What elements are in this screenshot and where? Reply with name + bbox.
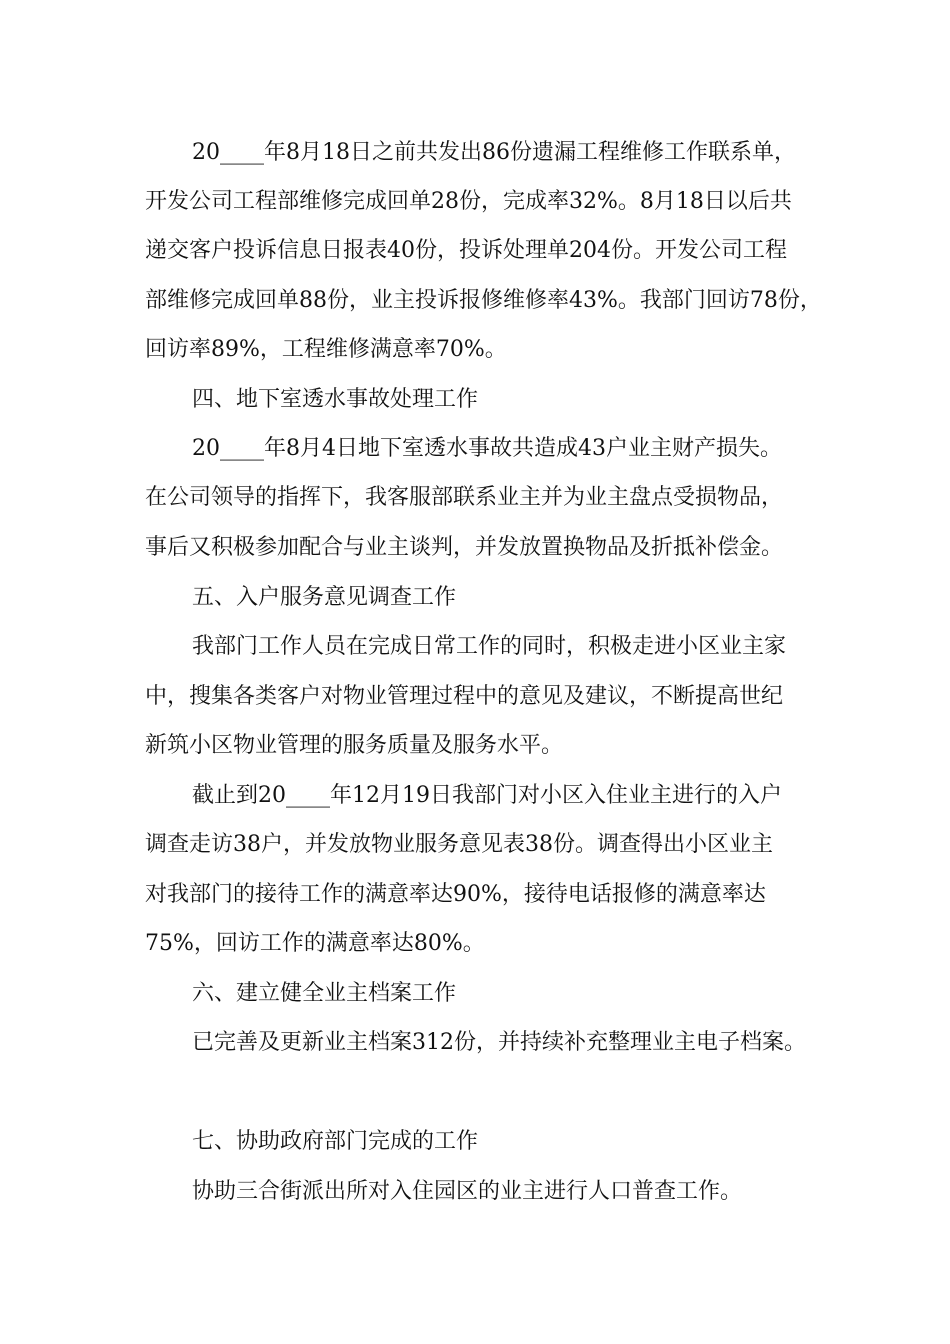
section-heading: 四、地下室透水事故处理工作 [192, 387, 479, 412]
paragraph-line: 75%，回访工作的满意率达80%。 [145, 931, 485, 956]
paragraph-line: 部维修完成回单88份，业主投诉报修维修率43%。我部门回访78份， [145, 288, 822, 313]
paragraph-line: 对我部门的接待工作的满意率达90%，接待电话报修的满意率达 [145, 882, 766, 907]
paragraph-line: 事后又积极参加配合与业主谈判，并发放置换物品及折抵补偿金。 [145, 535, 784, 560]
section-heading: 六、建立健全业主档案工作 [192, 981, 457, 1006]
paragraph-line: 在公司领导的指挥下，我客服部联系业主并为业主盘点受损物品， [145, 485, 784, 510]
paragraph-line: 开发公司工程部维修完成回单28份，完成率32%。8月18日以后共 [145, 189, 792, 214]
paragraph-line: 20____年8月4日地下室透水事故共造成43户业主财产损失。 [192, 436, 782, 461]
paragraph-line: 已完善及更新业主档案312份，并持续补充整理业主电子档案。 [192, 1030, 806, 1055]
paragraph-line: 中，搜集各类客户对物业管理过程中的意见及建议，不断提高世纪 [145, 684, 784, 709]
paragraph-line: 调查走访38户，并发放物业服务意见表38份。调查得出小区业主 [145, 832, 773, 857]
section-heading: 七、协助政府部门完成的工作 [192, 1129, 479, 1154]
paragraph-line: 20____年8月18日之前共发出86份遗漏工程维修工作联系单， [192, 140, 796, 165]
paragraph-line: 我部门工作人员在完成日常工作的同时，积极走进小区业主家 [192, 634, 787, 659]
paragraph-line: 回访率89%，工程维修满意率70%。 [145, 337, 507, 362]
paragraph-line: 新筑小区物业管理的服务质量及服务水平。 [145, 733, 564, 758]
paragraph-line: 协助三合街派出所对入住园区的业主进行人口普查工作。 [192, 1179, 743, 1204]
paragraph-line: 递交客户投诉信息日报表40份，投诉处理单204份。开发公司工程 [145, 238, 787, 263]
section-heading: 五、入户服务意见调查工作 [192, 585, 457, 610]
paragraph-line: 截止到20____年12月19日我部门对小区入住业主进行的入户 [192, 783, 782, 808]
